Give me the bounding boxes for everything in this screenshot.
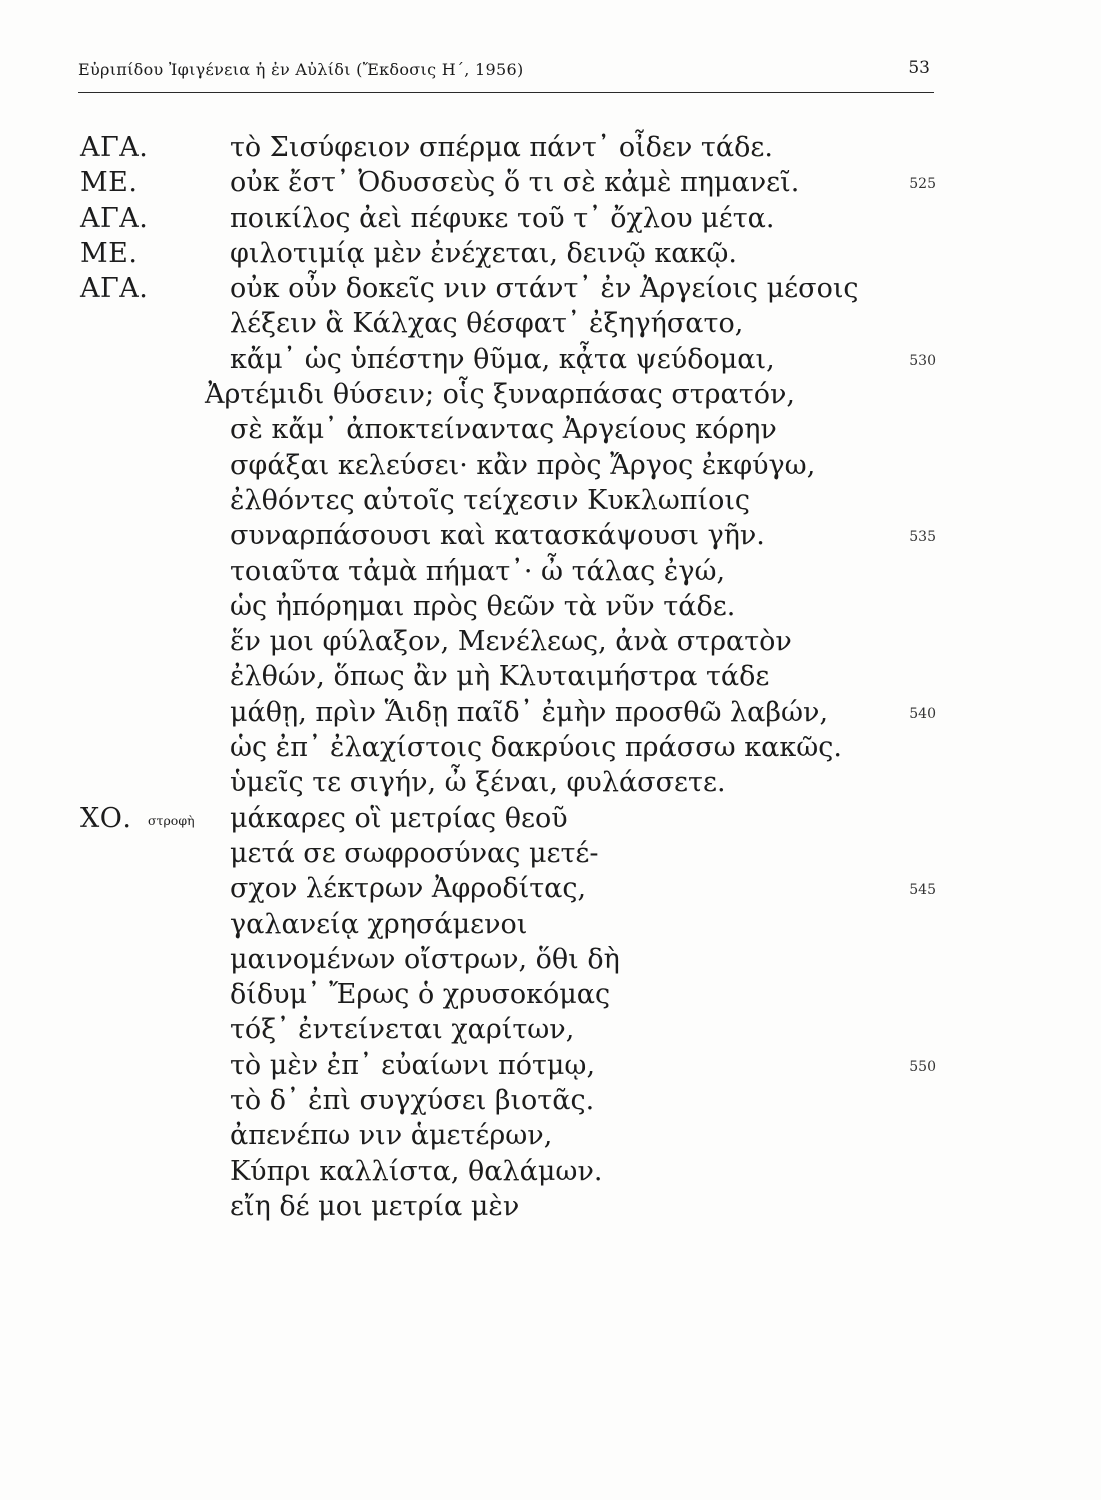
verse-text-line: ὡς ἐπ᾽ ἐλαχίστοις δακρύοις πράσσω κακῶς.: [230, 732, 842, 764]
verse-line: [0, 271, 1101, 306]
strophe-mark: στροφὴ: [148, 812, 195, 828]
verse-text-line: σχον λέκτρων Ἀφροδίτας,: [230, 873, 587, 905]
verse-text-line: σφάξαι κελεύσει· κἂν πρὸς Ἄργος ἐκφύγω,: [230, 449, 816, 481]
verse-text-line: οὐκ ἔστ᾽ Ὀδυσσεὺς ὅ τι σὲ κἀμὲ πημανεῖ.: [230, 167, 800, 199]
verse-text-line: λέξειν ἃ Κάλχας θέσφατ᾽ ἐξηγήσατο,: [230, 308, 744, 340]
verse-line: [0, 165, 1101, 200]
verse-text-line: σὲ κἄμ᾽ ἀποκτείναντας Ἀργείους κόρην: [230, 414, 777, 446]
verse-line: [0, 907, 1101, 942]
verse-text-line: τὸ Σισύφειον σπέρμα πάντ᾽ οἶδεν τάδε.: [230, 132, 773, 163]
verse-text-line: τὸ μὲν ἐπ᾽ εὐαίωνι πότμῳ,: [230, 1049, 596, 1081]
verse-text-line: μετά σε σωφροσύνας μετέ-: [230, 837, 599, 869]
verse-line: [0, 1012, 1101, 1047]
verse-line: [0, 801, 1101, 836]
verse-line: [0, 1154, 1101, 1189]
line-number: 530: [909, 352, 936, 369]
speaker-label: ΜΕ.: [80, 237, 138, 269]
verse-line: [0, 1083, 1101, 1118]
running-head: [78, 56, 934, 93]
verse-text-line: συναρπάσουσι καὶ κατασκάψουσι γῆν.: [230, 520, 765, 552]
verse-line: [0, 377, 1101, 412]
verse-text-line: γαλανείᾳ χρησάμενοι: [230, 908, 528, 940]
verse-text-line: ἕν μοι φύλαξον, Μενέλεως, ἀνὰ στρατὸν: [230, 626, 792, 658]
line-number: 545: [909, 882, 936, 899]
verse-text-line: ἀπενέπω νιν ἁμετέρων,: [230, 1120, 553, 1152]
verse-line: [0, 306, 1101, 341]
verse-line: [0, 448, 1101, 483]
verse-line: [0, 1118, 1101, 1153]
verse-line: [0, 624, 1101, 659]
speaker-label: ΜΕ.: [80, 167, 138, 199]
verse-text-line: μάθῃ, πρὶν Ἅιδῃ παῖδ᾽ ἐμὴν προσθῶ λαβών,: [230, 696, 829, 728]
verse-line: [0, 554, 1101, 589]
verse-text-line: ποικίλος ἀεὶ πέφυκε τοῦ τ᾽ ὄχλου μέτα.: [230, 202, 775, 234]
verse-text-line: τόξ᾽ ἐντείνεται χαρίτων,: [230, 1014, 575, 1046]
verse-line: [0, 201, 1101, 236]
verse-text-line: δίδυμ᾽ Ἔρως ὁ χρυσοκόμας: [230, 979, 611, 1011]
verse-text: [0, 130, 1101, 1224]
verse-line: [0, 1048, 1101, 1083]
verse-text-line: μαινομένων οἴστρων, ὅθι δὴ: [230, 943, 620, 975]
verse-text-line: ὑμεῖς τε σιγήν, ὦ ξέναι, φυλάσσετε.: [230, 767, 726, 799]
verse-line: [0, 518, 1101, 553]
speaker-label: ΑΓΑ.: [80, 202, 149, 234]
verse-line: [0, 871, 1101, 906]
verse-text-line: ἐλθόντες αὐτοῖς τείχεσιν Κυκλωπίοις: [230, 484, 751, 516]
speaker-label: ΧΟ.: [80, 802, 132, 834]
verse-line: [0, 942, 1101, 977]
verse-line: [0, 659, 1101, 694]
line-number: 525: [909, 176, 936, 193]
verse-line: [0, 483, 1101, 518]
verse-text-line: φιλοτιμίᾳ μὲν ἐνέχεται, δεινῷ κακῷ.: [230, 237, 737, 269]
verse-line: [0, 836, 1101, 871]
line-number: 550: [909, 1058, 936, 1075]
running-head-title: Εὐριπίδου Ἰφιγένεια ἡ ἐν Αὐλίδι (Ἔκδοσις Η΄, 1956): [78, 60, 524, 79]
verse-text-line: Κύπρι καλλίστα, θαλάμων.: [230, 1155, 603, 1187]
line-number: 535: [909, 529, 936, 546]
verse-text-line: Ἀρτέμιδι θύσειν; οἷς ξυναρπάσας στρατόν,: [205, 379, 795, 411]
verse-text-line: εἴη δέ μοι μετρία μὲν: [230, 1190, 520, 1222]
line-number: 540: [909, 705, 936, 722]
verse-line: [0, 589, 1101, 624]
verse-text-line: μάκαρες οἳ μετρίας θεοῦ: [230, 802, 568, 834]
verse-text-line: οὐκ οὖν δοκεῖς νιν στάντ᾽ ἐν Ἀργείοις μέσοις: [230, 273, 859, 305]
verse-line: [0, 765, 1101, 800]
verse-text-line: ὡς ἠπόρημαι πρὸς θεῶν τὰ νῦν τάδε.: [230, 590, 736, 622]
verse-line: [0, 342, 1101, 377]
speaker-label: ΑΓΑ.: [80, 273, 149, 305]
speaker-label: ΑΓΑ.: [80, 132, 149, 163]
verse-line: [0, 1189, 1101, 1224]
verse-line: [0, 236, 1101, 271]
verse-line: [0, 977, 1101, 1012]
verse-line: [0, 412, 1101, 447]
verse-text-line: ἐλθών, ὅπως ἂν μὴ Κλυταιμήστρα τάδε: [230, 661, 770, 693]
verse-line: [0, 695, 1101, 730]
verse-text-line: τὸ δ᾽ ἐπὶ συγχύσει βιοτᾶς.: [230, 1085, 595, 1117]
verse-text-line: κἄμ᾽ ὡς ὑπέστην θῦμα, κᾆτα ψεύδομαι,: [230, 343, 775, 375]
verse-line: [0, 130, 1101, 165]
verse-text-line: τοιαῦτα τἀμὰ πήματ᾽· ὦ τάλας ἐγώ,: [230, 555, 726, 587]
verse-line: [0, 730, 1101, 765]
page-number: 53: [908, 58, 930, 78]
